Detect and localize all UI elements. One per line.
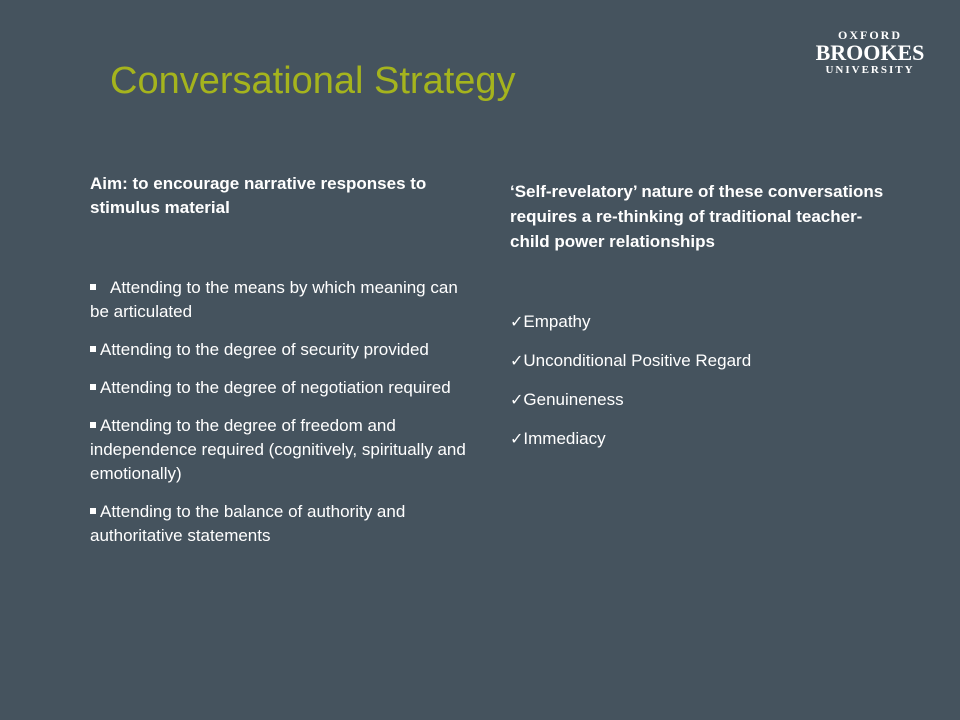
logo-line-brookes: BROOKES bbox=[815, 40, 925, 65]
list-item: Attending to the degree of negotiation required bbox=[90, 376, 470, 400]
checkmark-icon: ✓ bbox=[510, 353, 524, 370]
slide-title: Conversational Strategy bbox=[110, 60, 516, 102]
square-bullet-icon bbox=[90, 384, 96, 390]
list-item: ✓Immediacy bbox=[510, 427, 890, 452]
aim-statement: Aim: to encourage narrative responses to stimulus material bbox=[90, 174, 427, 217]
list-item: Attending to the balance of authority and authoritative statements bbox=[90, 502, 406, 545]
square-bullet-icon bbox=[90, 422, 96, 428]
square-bullet-icon bbox=[90, 284, 96, 290]
logo-line-university: UNIVERSITY bbox=[825, 64, 915, 76]
right-column bbox=[510, 179, 890, 466]
university-logo bbox=[810, 28, 930, 77]
list-item: ✓Unconditional Positive Regard bbox=[510, 349, 890, 374]
checkmark-icon: ✓ bbox=[510, 431, 524, 448]
list-item: Attending to the means by which meaning can be articulated bbox=[90, 278, 458, 321]
list-item: Attending to the degree of freedom and independence required (cognitively, spiritually and emotionally) bbox=[90, 416, 466, 483]
self-revelatory-statement: ‘Self-revelatory’ nature of these conversations requires a re-thinking of traditional teacher-child power relationships bbox=[510, 182, 884, 251]
square-bullet-icon bbox=[90, 346, 96, 352]
list-item: ✓Empathy bbox=[510, 310, 890, 335]
logo-line-oxford: OXFORD bbox=[838, 28, 902, 42]
square-bullet-icon bbox=[90, 508, 96, 514]
checkmark-icon: ✓ bbox=[510, 314, 524, 331]
list-item: ✓Genuineness bbox=[510, 388, 890, 413]
left-column bbox=[90, 172, 470, 562]
list-item: Attending to the degree of security provided bbox=[90, 338, 470, 362]
qualities-list bbox=[510, 310, 890, 452]
checkmark-icon: ✓ bbox=[510, 392, 524, 409]
attending-list bbox=[90, 276, 470, 548]
